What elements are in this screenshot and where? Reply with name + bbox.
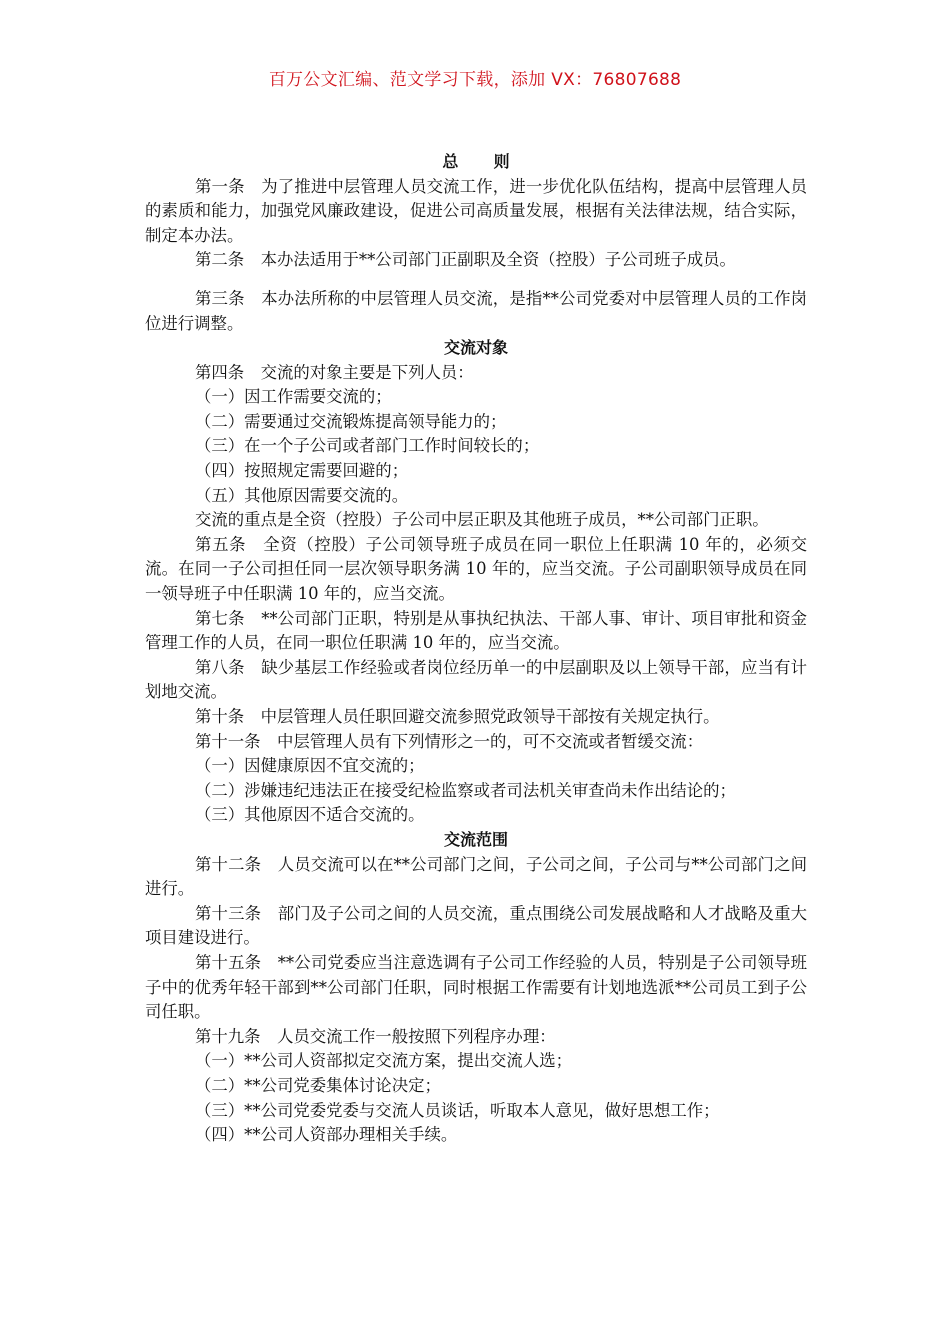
list-item: （四）按照规定需要回避的； (195, 461, 409, 481)
article-paragraph: 第一条 为了推进中层管理人员交流工作，进一步优化队伍结构，提高中层管理人员的素质和能力，加强党风廉政建设，促进公司高质量发展，根据有关法律法规，结合实际，制定本办法。 (145, 176, 807, 245)
section-heading: 交流范围 (443, 829, 508, 849)
article-paragraph: 第二条 本办法适用于**公司部门正副职及全资（控股）子公司班子成员。 (195, 250, 736, 270)
paragraph-gap (145, 273, 807, 287)
list-item: （一）**公司人资部拟定交流方案，提出交流人选； (195, 1051, 572, 1071)
article-paragraph: 交流的重点是全资（控股）子公司中层正职及其他班子成员，**公司部门正职。 (195, 510, 769, 530)
article-paragraph: 第四条 交流的对象主要是下列人员： (195, 362, 474, 382)
list-item: （一）因健康原因不宜交流的； (195, 756, 425, 776)
article-paragraph: 第七条 **公司部门正职，特别是从事执纪执法、干部人事、审计、项目审批和资金管理工作的人员，在同一职位任职满 10 年的，应当交流。 (145, 608, 807, 653)
list-item: （二）**公司党委集体讨论决定； (195, 1075, 441, 1095)
section-heading: 交流对象 (443, 338, 508, 358)
document-body (145, 150, 807, 1148)
list-item: （三）其他原因不适合交流的。 (195, 805, 425, 825)
list-item: （五）其他原因需要交流的。 (195, 485, 409, 505)
article-paragraph: 第十一条 中层管理人员有下列情形之一的，可不交流或者暂缓交流： (195, 731, 704, 751)
article-paragraph: 第三条 本办法所称的中层管理人员交流，是指**公司党委对中层管理人员的工作岗位进行调整。 (145, 288, 807, 333)
article-paragraph: 第五条 全资（控股）子公司领导班子成员在同一职位上任职满 10 年的，必须交流。在同一子公司担任同一层次领导职务满 10 年的，应当交流。子公司副职领导成员在同一领导班子中任职满 10 年的，应当交流。 (145, 534, 807, 604)
article-paragraph: 第八条 缺少基层工作经验或者岗位经历单一的中层副职及以上领导干部，应当有计划地交流。 (145, 657, 807, 702)
article-paragraph: 第十九条 人员交流工作一般按照下列程序办理： (195, 1026, 556, 1046)
list-item: （三）在一个子公司或者部门工作时间较长的； (195, 436, 540, 456)
section-heading: 总则 (442, 152, 545, 171)
list-item: （三）**公司党委党委与交流人员谈话，听取本人意见，做好思想工作； (195, 1100, 720, 1120)
article-paragraph: 第十二条 人员交流可以在**公司部门之间，子公司之间，子公司与**公司部门之间进行。 (145, 854, 807, 899)
promo-header: 百万公文汇编、范文学习下载，添加 VX：76807688 (268, 70, 682, 90)
article-paragraph: 第十条 中层管理人员任职回避交流参照党政领导干部按有关规定执行。 (195, 707, 720, 726)
list-item: （一）因工作需要交流的； (195, 387, 392, 407)
list-item: （四）**公司人资部办理相关手续。 (195, 1125, 458, 1145)
article-paragraph: 第十三条 部门及子公司之间的人员交流，重点围绕公司发展战略和人才战略及重大项目建设进行。 (145, 903, 807, 948)
article-paragraph: （二）涉嫌违纪违法正在接受纪检监察或者司法机关审查尚未作出结论的； (195, 780, 736, 800)
list-item: （二）需要通过交流锻炼提高领导能力的； (195, 411, 507, 431)
article-paragraph: 第十五条 **公司党委应当注意选调有子公司工作经验的人员，特别是子公司领导班子中的优秀年轻干部到**公司部门任职，同时根据工作需要有计划地选派**公司员工到子公司任职。 (145, 952, 807, 1022)
